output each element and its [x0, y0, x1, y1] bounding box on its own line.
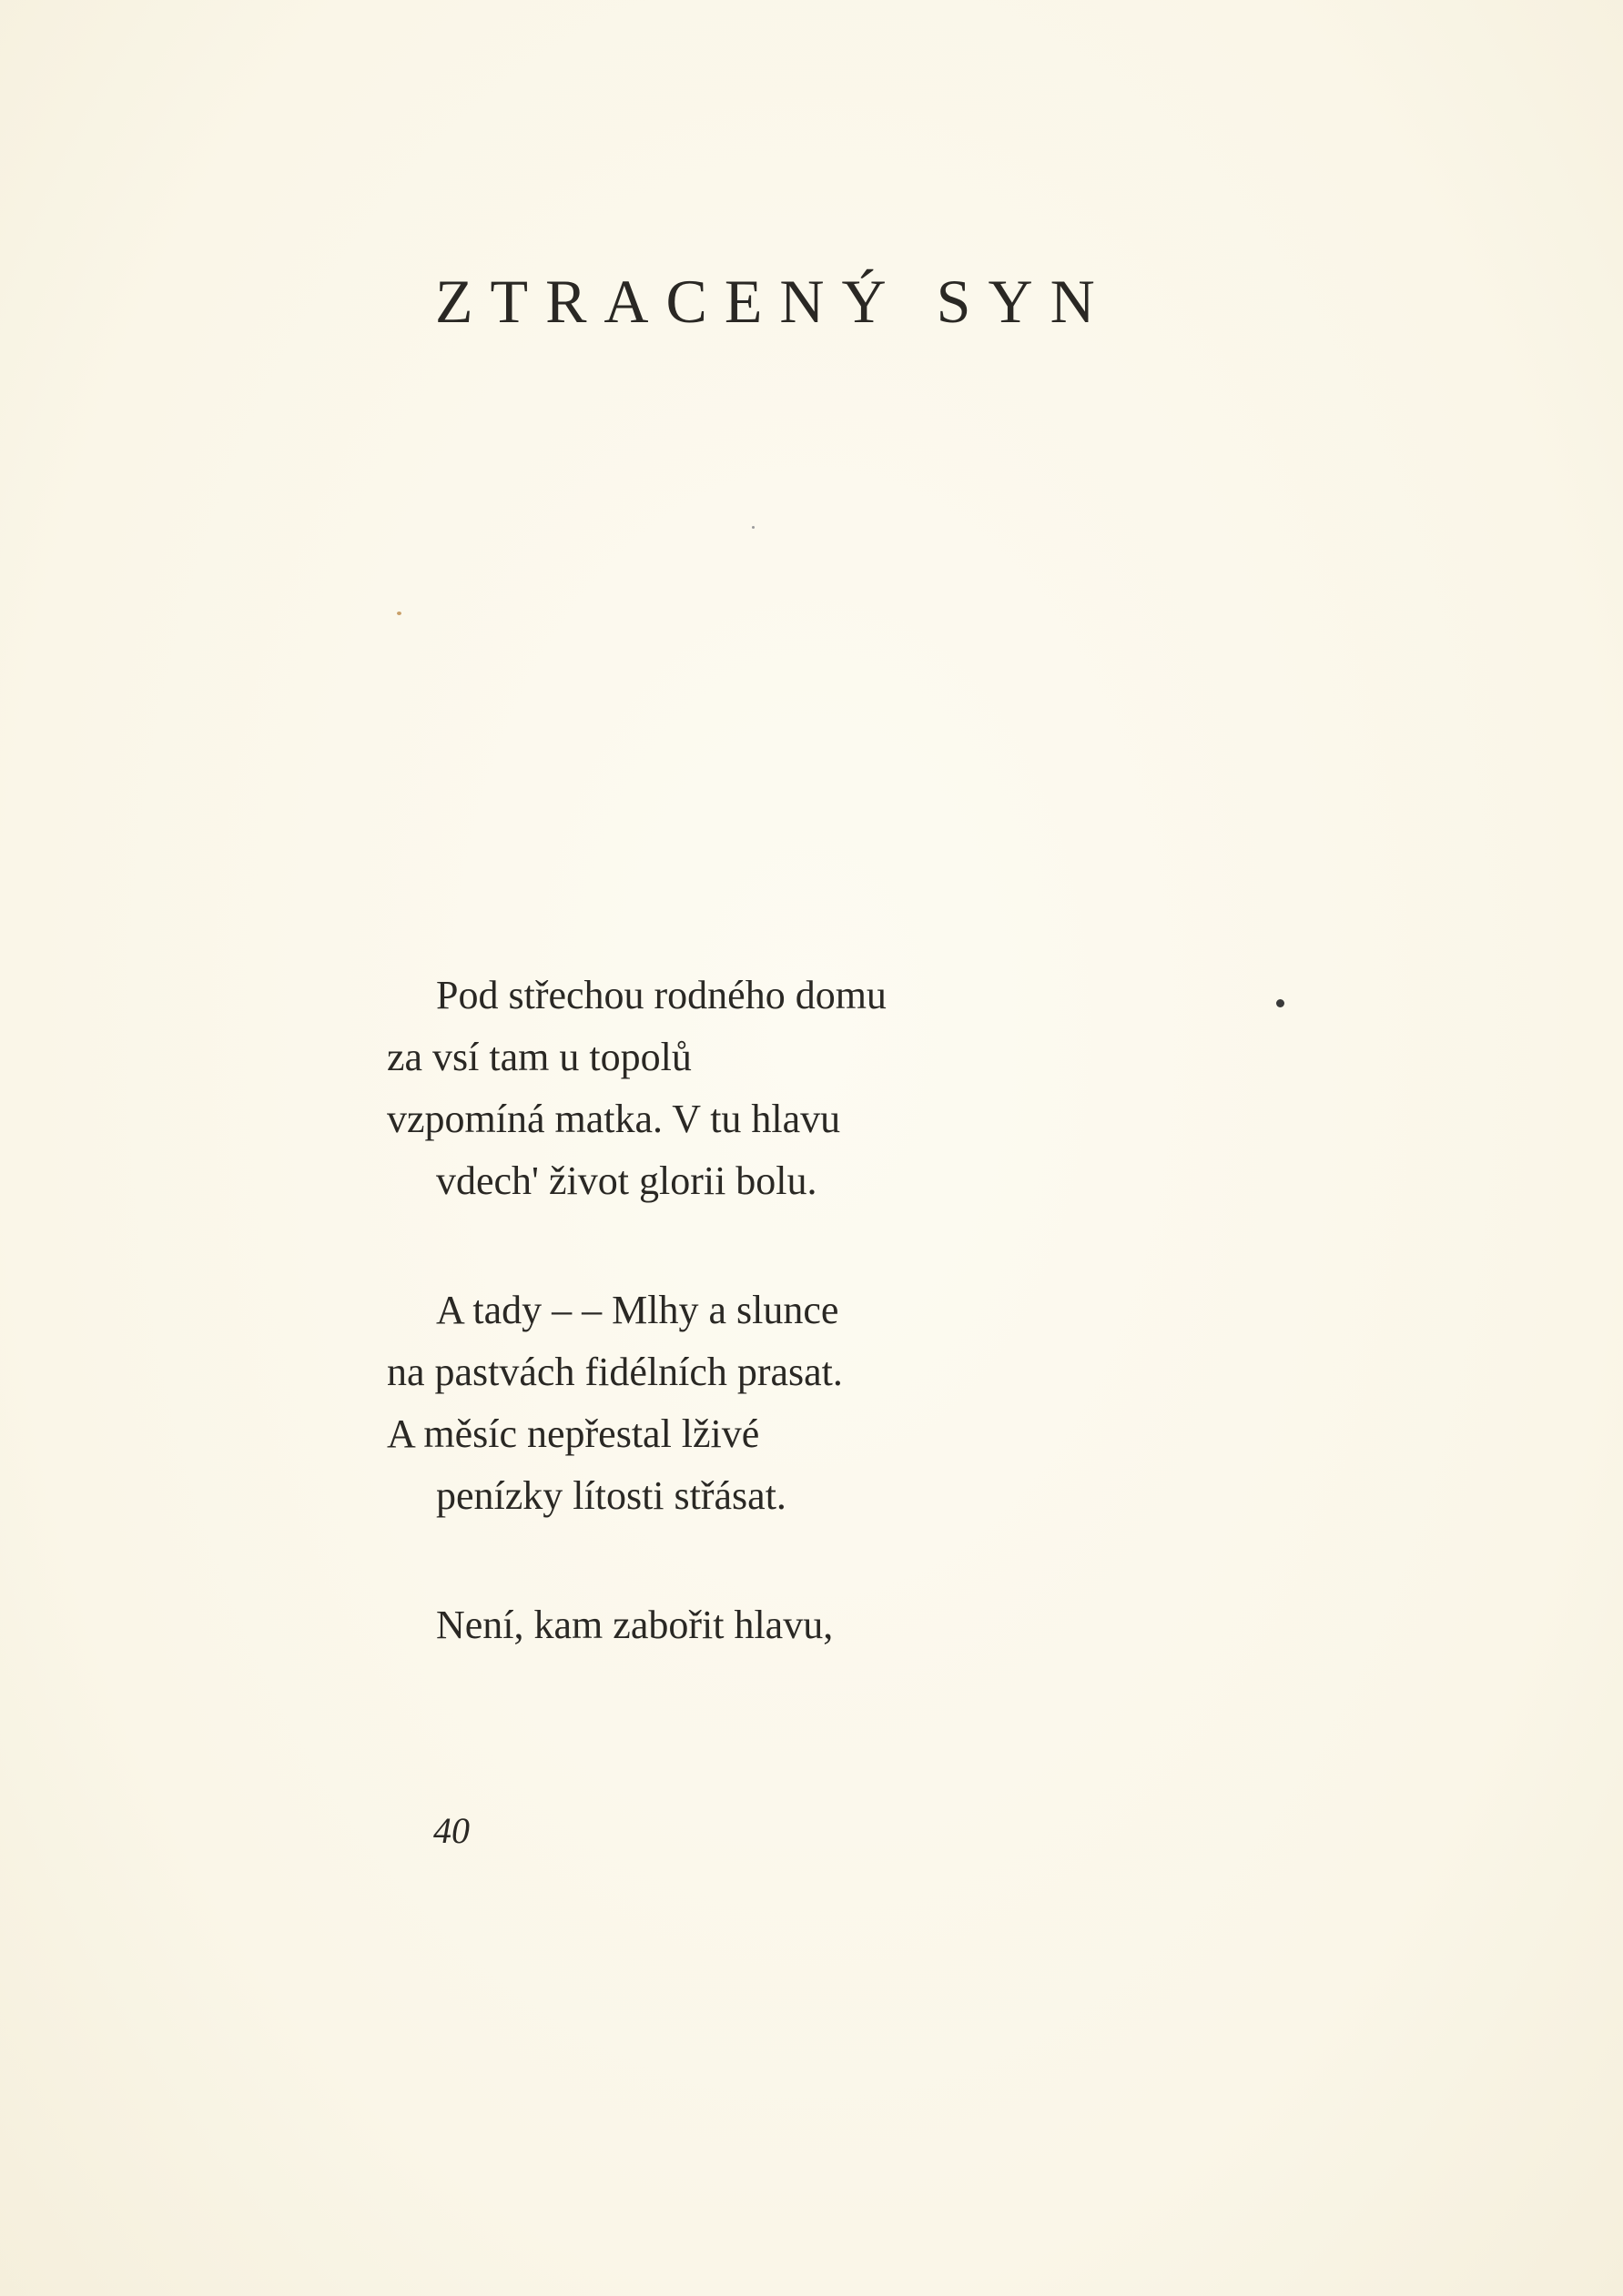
paper-speck — [1276, 999, 1284, 1007]
stanza-3 — [387, 1594, 833, 1656]
stanza-1 — [387, 965, 887, 1212]
poem-title: ZTRACENÝ SYN — [435, 267, 1112, 336]
poem-line: za vsí tam u topolů — [387, 1035, 692, 1079]
poem-line: na pastvách fidélních prasat. — [387, 1350, 843, 1394]
poem-line: Není, kam zabořit hlavu, — [436, 1603, 834, 1647]
page-number: 40 — [433, 1810, 470, 1851]
poem-line: A měsíc nepřestal lživé — [387, 1411, 760, 1456]
poem-line: Pod střechou rodného domu — [436, 973, 887, 1017]
stanza-2 — [387, 1279, 843, 1527]
poem-line: vzpomíná matka. V tu hlavu — [387, 1097, 841, 1141]
poem-line: vdech' život glorii bolu. — [436, 1158, 817, 1203]
poem-line: A tady – – Mlhy a slunce — [436, 1288, 839, 1332]
paper-speck — [397, 612, 401, 615]
paper-speck — [752, 526, 755, 529]
poem-line: penízky lítosti střásat. — [436, 1473, 786, 1518]
